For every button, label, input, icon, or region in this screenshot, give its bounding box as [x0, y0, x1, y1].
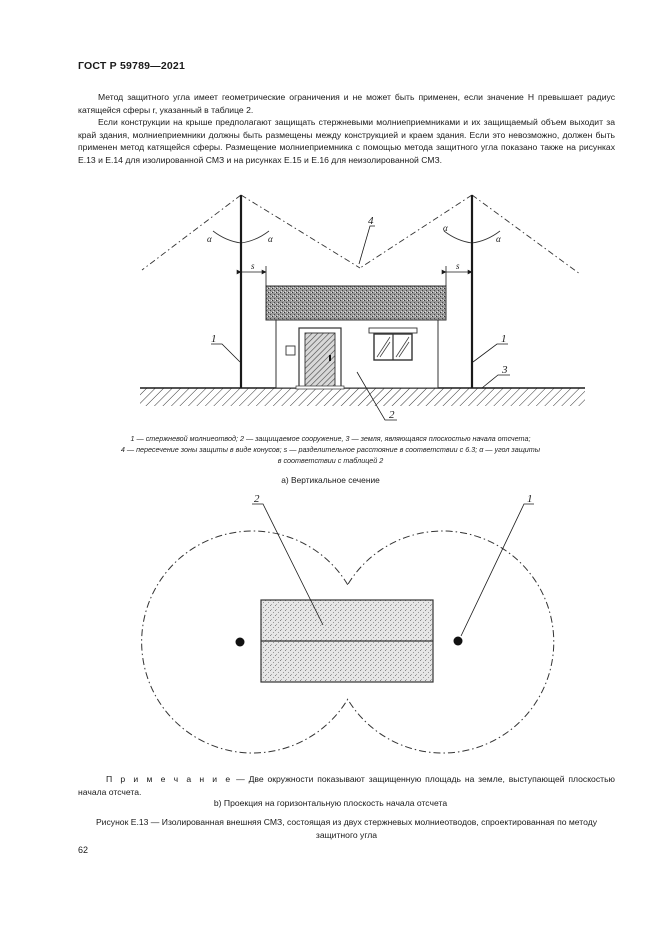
leader-4	[359, 226, 375, 264]
mailbox	[286, 346, 295, 355]
leader-b-1	[461, 504, 534, 636]
rod-point-left	[236, 638, 245, 647]
alpha-label: α	[443, 223, 448, 233]
paragraph-1-text: Метод защитного угла имеет геометрические ограничения и не может быть применен, если значение H превышает радиус катящейся сферы r, указанный в таблице 2.	[78, 92, 615, 115]
alpha-label: α	[268, 234, 273, 244]
figure-a-caption: а) Вертикальное сечение	[281, 475, 380, 485]
figure-b-horizontal-projection	[142, 493, 554, 753]
label-3: 3	[502, 364, 508, 376]
door-step	[296, 386, 344, 389]
legend-line-3: в соответствии с таблицей 2	[277, 456, 384, 465]
alpha-label: α	[496, 234, 501, 244]
roof	[266, 286, 446, 320]
protected-building	[266, 286, 446, 389]
paragraph-2-text: Если конструкции на крыше предполагают защищать стержневыми молниеприемниками и их защищаемый объем выходит за край здания, молниеприемники должны быть размещены между конструкцией и краем здания. Если это невозможно, должен быть применен метод катящейся сферы. Размещение молниеприемника с помощью метода защитного угла показано также на рисунках Е.13 и Е.14 для изолированной СМЗ и на рисунках Е.15 и Е.16 для неизолированной СМЗ.	[78, 117, 615, 165]
figure-b-note	[78, 773, 615, 798]
alpha-angle-arcs	[213, 231, 500, 243]
note-text: — Две окружности показывают защищенную площадь на земле, выступающей плоскостью начала отсчета.	[78, 774, 615, 797]
label-1-right: 1	[501, 333, 507, 345]
label-b-2: 2	[254, 493, 260, 505]
label-4: 4	[368, 215, 374, 227]
figure-a-vertical-section	[140, 195, 585, 421]
document-header: ГОСТ Р 59789—2021	[78, 60, 186, 72]
alpha-label: α	[207, 234, 212, 244]
figure-caption: Рисунок Е.13 — Изолированная внешняя СМЗ, состоящая из двух стержневых молниеотводов, спроектированная по методу защитного угла	[95, 817, 598, 840]
window-head	[369, 328, 417, 333]
legend-line-2: 4 — пересечение зоны защиты в виде конусов; s — разделительное расстояние в соответствии с 6.3; α — угол защиты	[120, 445, 541, 454]
page-number: 62	[78, 845, 89, 855]
leader-1-right	[473, 344, 508, 362]
label-1-left: 1	[211, 333, 217, 345]
door-handle	[329, 355, 331, 361]
leader-1-left	[211, 344, 240, 362]
label-b-1: 1	[527, 493, 533, 505]
s-label: s	[251, 261, 255, 271]
rod-point-right	[454, 637, 463, 646]
legend-line-1: 1 — стержневой молниеотвод; 2 — защищаемое сооружение, 3 — земля, являющаяся плоскостью начала отсчета;	[130, 434, 531, 443]
figure-b-caption: b) Проекция на горизонтальную плоскость начала отсчета	[213, 798, 448, 808]
figure-a-legend	[70, 433, 591, 466]
label-2: 2	[389, 409, 395, 421]
s-label: s	[456, 261, 460, 271]
ground-hatch	[140, 388, 585, 406]
note-label: П р и м е ч а н и е	[106, 774, 233, 784]
leader-3	[482, 375, 510, 388]
